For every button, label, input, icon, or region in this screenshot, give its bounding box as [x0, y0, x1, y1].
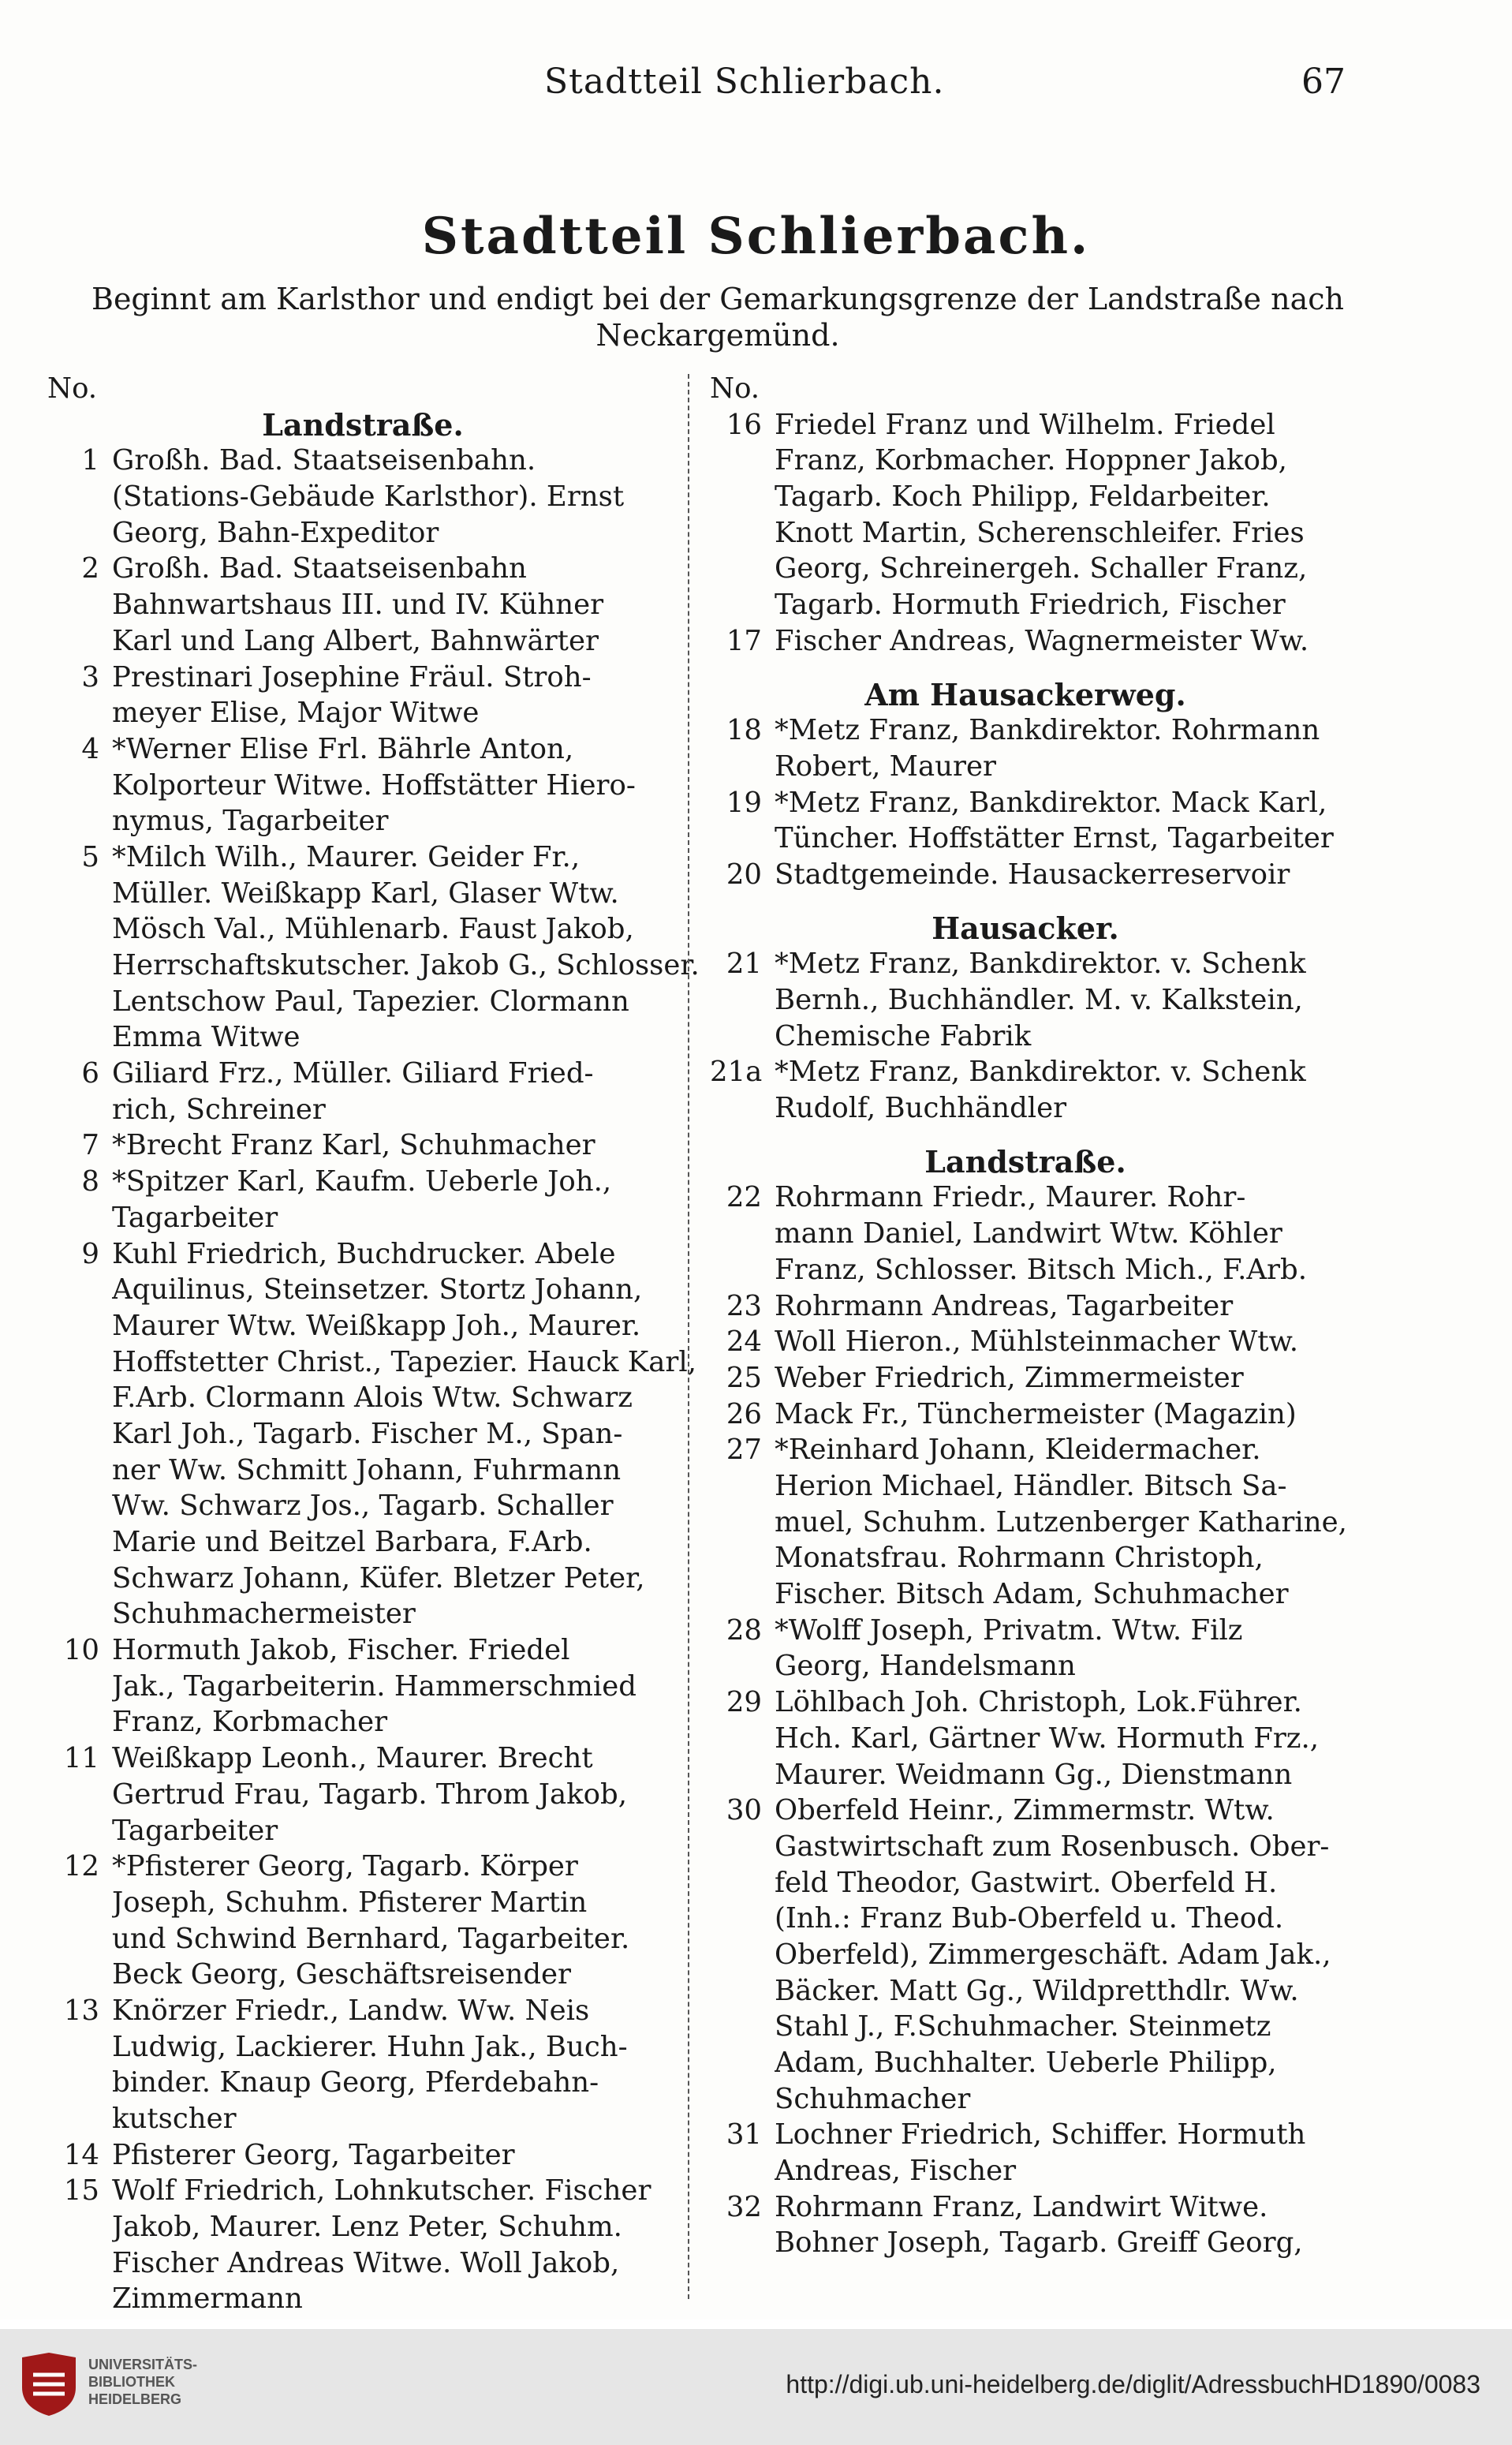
entry-line: Tagarbeiter: [112, 1201, 278, 1234]
entry-line: kutscher: [112, 2103, 237, 2136]
library-name-line: UNIVERSITÄTS-: [88, 2357, 198, 2372]
directory-entry: [47, 731, 678, 839]
entry-text: [112, 1236, 696, 1633]
entry-text: [112, 1127, 678, 1164]
entry-line: Rohrmann Franz, Landwirt Witwe.: [775, 2190, 1268, 2223]
entry-line: Großh. Bad. Staatseisenbahn: [112, 552, 527, 585]
entry-line: Tagarbeiter: [112, 1814, 278, 1847]
entry-line: Rudolf, Buchhändler: [775, 1092, 1067, 1125]
entry-line: Bahnwartshaus III. und IV. Kühner: [112, 589, 604, 622]
entry-line: *Pfisterer Georg, Tagarb. Körper: [112, 1850, 578, 1883]
house-number: 17: [726, 624, 762, 657]
entry-text: [775, 1324, 1341, 1360]
directory-entry: [47, 1127, 678, 1164]
directory-entry: [710, 857, 1341, 893]
column-divider: [688, 374, 689, 2299]
entry-line: *Metz Franz, Bankdirektor. Rohrmann: [775, 714, 1320, 747]
directory-entry: [710, 1613, 1341, 1684]
entry-line: binder. Knaup Georg, Pferdebahn-: [112, 2066, 599, 2099]
directory-entry: [710, 712, 1341, 784]
directory-entry: [710, 1360, 1341, 1396]
right-column: [710, 371, 1347, 2261]
entry-line: und Schwind Bernhard, Tagarbeiter.: [112, 1922, 630, 1955]
directory-entry: [710, 2189, 1341, 2261]
directory-entry: [47, 1849, 678, 1993]
library-name-line: BIBLIOTHEK: [88, 2374, 175, 2390]
house-number: 30: [726, 1794, 762, 1827]
house-number: 21a: [710, 1056, 763, 1089]
house-number: 10: [63, 1634, 99, 1667]
entry-text: [775, 2189, 1341, 2261]
entry-line: Zimmermann: [112, 2282, 303, 2316]
entry-line: Beck Georg, Geschäftsreisender: [112, 1958, 572, 1991]
entry-line: Gertrud Frau, Tagarb. Throm Jakob,: [112, 1778, 628, 1811]
house-number: 14: [63, 2138, 99, 2171]
house-number: 22: [726, 1181, 762, 1214]
entry-line: Rohrmann Andreas, Tagarbeiter: [775, 1289, 1234, 1322]
entry-line: Karl Joh., Tagarb. Fischer M., Span-: [112, 1417, 623, 1450]
house-number: 18: [726, 714, 762, 747]
entry-text: [112, 731, 678, 839]
permalink-url[interactable]: http://digi.ub.uni-heidelberg.de/diglit/AdressbuchHD1890/0083: [786, 2370, 1480, 2398]
directory-entry: [710, 1054, 1341, 1126]
directory-entry: [47, 660, 678, 731]
house-number: 25: [726, 1361, 762, 1394]
column-no-label: No.: [710, 372, 760, 405]
entry-line: rich, Schreiner: [112, 1093, 326, 1126]
column-no-label: No.: [47, 372, 98, 405]
entry-text: [775, 1180, 1341, 1288]
entry-text: [112, 1164, 678, 1236]
directory-entry: [47, 1056, 678, 1127]
directory-entry: [47, 2173, 678, 2317]
running-head: [0, 62, 1512, 109]
entry-line: *Metz Franz, Bankdirektor. v. Schenk: [775, 1056, 1306, 1089]
entry-text: [775, 407, 1341, 623]
entry-line: Adam, Buchhalter. Ueberle Philipp,: [775, 2047, 1277, 2080]
house-number: 6: [81, 1057, 99, 1090]
entry-line: Aquilinus, Steinsetzer. Stortz Johann,: [112, 1273, 643, 1307]
house-number: 23: [726, 1289, 762, 1322]
entry-line: *Wolff Joseph, Privatm. Wtw. Filz: [775, 1613, 1243, 1647]
entry-line: Ludwig, Lackierer. Huhn Jak., Buch-: [112, 2030, 628, 2063]
entry-line: Marie und Beitzel Barbara, F.Arb.: [112, 1526, 592, 1559]
directory-entry: [47, 1632, 678, 1740]
entry-line: *Brecht Franz Karl, Schuhmacher: [112, 1129, 595, 1162]
entry-line: Stahl J., F.Schuhmacher. Steinmetz: [775, 2010, 1271, 2043]
entry-text: [775, 785, 1341, 857]
directory-entry: [47, 1236, 697, 1633]
entry-line: Großh. Bad. Staatseisenbahn.: [112, 444, 536, 477]
entry-line: Andreas, Fischer: [775, 2155, 1017, 2188]
street-heading: Landstraße.: [262, 406, 464, 443]
entry-line: Schuhmacher: [775, 2082, 971, 2115]
entry-text: [775, 1360, 1341, 1396]
entry-text: [775, 1288, 1341, 1325]
entry-line: Müller. Weißkapp Karl, Glaser Wtw.: [112, 877, 619, 910]
entry-line: Hoffstetter Christ., Tapezier. Hauck Karl,: [112, 1345, 697, 1378]
entry-text: [775, 623, 1341, 660]
house-number: 1: [81, 444, 99, 477]
house-number: 26: [726, 1397, 762, 1430]
entry-line: Jakob, Maurer. Lenz Peter, Schuhm.: [112, 2211, 622, 2244]
entry-text: [112, 1632, 678, 1740]
directory-entry: [47, 2137, 678, 2174]
house-number: 4: [81, 732, 99, 765]
house-number: 7: [81, 1129, 99, 1162]
entry-line: Oberfeld), Zimmergeschäft. Adam Jak.,: [775, 1938, 1331, 1971]
house-number: 21: [726, 948, 762, 981]
street-heading: Landstraße.: [924, 1143, 1126, 1180]
entry-line: Franz, Schlosser. Bitsch Mich., F.Arb.: [775, 1253, 1308, 1286]
street-heading: Hausacker.: [931, 910, 1119, 946]
entry-line: F.Arb. Clormann Alois Wtw. Schwarz: [112, 1381, 633, 1415]
entry-text: [112, 839, 700, 1056]
entry-line: Tagarb. Hormuth Friedrich, Fischer: [775, 589, 1286, 622]
entry-line: mann Daniel, Landwirt Wtw. Köhler: [775, 1217, 1282, 1251]
entry-line: Wolf Friedrich, Lohnkutscher. Fischer: [112, 2174, 651, 2208]
entry-line: Lentschow Paul, Tapezier. Clormann: [112, 985, 629, 1018]
house-number: 8: [81, 1165, 99, 1198]
directory-entry: [47, 443, 678, 551]
entry-text: [112, 1056, 678, 1127]
entry-line: Schuhmachermeister: [112, 1598, 416, 1631]
entry-line: Jak., Tagarbeiterin. Hammerschmied: [112, 1669, 637, 1703]
entry-line: Franz, Korbmacher: [112, 1706, 388, 1739]
entry-line: *Spitzer Karl, Kaufm. Ueberle Joh.,: [112, 1165, 612, 1198]
entry-text: [112, 1849, 678, 1993]
entry-line: *Metz Franz, Bankdirektor. v. Schenk: [775, 948, 1306, 981]
entry-line: Rohrmann Friedr., Maurer. Rohr-: [775, 1181, 1246, 1214]
entry-line: Schwarz Johann, Küfer. Bletzer Peter,: [112, 1561, 645, 1594]
entry-line: feld Theodor, Gastwirt. Oberfeld H.: [775, 1866, 1278, 1899]
entry-line: Kuhl Friedrich, Buchdrucker. Abele: [112, 1237, 616, 1270]
entry-line: Hormuth Jakob, Fischer. Friedel: [112, 1634, 570, 1667]
entry-line: Bohner Joseph, Tagarb. Greiff Georg,: [775, 2226, 1303, 2260]
entry-text: [775, 1793, 1341, 2117]
house-number: 5: [81, 840, 99, 873]
entry-line: Oberfeld Heinr., Zimmermstr. Wtw.: [775, 1794, 1275, 1827]
entry-line: meyer Elise, Major Witwe: [112, 697, 480, 730]
house-number: 16: [726, 408, 762, 441]
digitization-footer: [0, 2329, 1512, 2445]
house-number: 3: [81, 660, 99, 693]
entry-line: Karl und Lang Albert, Bahnwärter: [112, 624, 599, 657]
entry-line: Stadtgemeinde. Hausackerreservoir: [775, 858, 1290, 891]
entry-line: nymus, Tagarbeiter: [112, 805, 389, 838]
entry-line: *Metz Franz, Bankdirektor. Mack Karl,: [775, 786, 1327, 819]
entry-line: *Milch Wilh., Maurer. Geider Fr.,: [112, 840, 581, 873]
house-number: 32: [726, 2190, 762, 2223]
house-number: 19: [726, 786, 762, 819]
entry-line: *Werner Elise Frl. Bährle Anton,: [112, 732, 574, 765]
entry-text: [112, 2137, 678, 2174]
entry-line: Lochner Friedrich, Schiffer. Hormuth: [775, 2118, 1306, 2152]
street-heading: Am Hausackerweg.: [864, 676, 1186, 712]
entry-line: Robert, Maurer: [775, 750, 996, 783]
entry-line: Gastwirtschaft zum Rosenbusch. Ober-: [775, 1830, 1330, 1863]
left-column: [47, 371, 700, 2317]
entry-line: Friedel Franz und Wilhelm. Friedel: [775, 408, 1275, 441]
directory-entry: [710, 946, 1341, 1054]
entry-line: Weißkapp Leonh., Maurer. Brecht: [112, 1742, 593, 1775]
entry-line: Pfisterer Georg, Tagarbeiter: [112, 2138, 515, 2171]
house-number: 2: [81, 552, 99, 585]
library-name-line: HEIDELBERG: [88, 2391, 182, 2407]
entry-line: Franz, Korbmacher. Hoppner Jakob,: [775, 444, 1287, 477]
directory-entry: [47, 1164, 678, 1236]
entry-line: Mack Fr., Tünchermeister (Magazin): [775, 1397, 1297, 1430]
house-number: 27: [726, 1434, 762, 1467]
page-title: Stadtteil Schlierbach.: [421, 207, 1091, 266]
entry-line: Emma Witwe: [112, 1021, 301, 1054]
directory-entry: [710, 1432, 1347, 1612]
entry-line: ner Ww. Schmitt Johann, Fuhrmann: [112, 1453, 622, 1486]
entry-line: Löhlbach Joh. Christoph, Lok.Führer.: [775, 1686, 1302, 1719]
entry-line: Georg, Bahn-Expeditor: [112, 516, 439, 549]
house-number: 12: [63, 1850, 99, 1883]
entry-line: Herrschaftskutscher. Jakob G., Schlosser.: [112, 949, 700, 981]
directory-entry: [710, 2117, 1341, 2189]
directory-entry: [710, 407, 1341, 623]
directory-entry: [47, 1740, 678, 1849]
entry-line: Herion Michael, Händler. Bitsch Sa-: [775, 1470, 1287, 1503]
entry-line: Tagarb. Koch Philipp, Feldarbeiter.: [775, 480, 1271, 514]
house-number: 24: [726, 1325, 762, 1359]
entry-line: Fischer. Bitsch Adam, Schuhmacher: [775, 1578, 1289, 1611]
entry-text: [775, 2117, 1341, 2189]
entry-text: [775, 1613, 1341, 1684]
entry-line: Georg, Schreinergeh. Schaller Franz,: [775, 552, 1308, 585]
entry-line: Georg, Handelsmann: [775, 1650, 1076, 1683]
entry-line: Prestinari Josephine Fräul. Stroh-: [112, 660, 592, 693]
page-subtitle: Beginnt am Karlsthor und endigt bei der Gemarkungsgrenze der Landstraße nach Neckargemünd.: [91, 282, 1344, 353]
house-number: 29: [726, 1686, 762, 1719]
entry-line: Maurer. Weidmann Gg., Dienstmann: [775, 1758, 1293, 1791]
house-number: 13: [63, 1994, 99, 2027]
directory-entry: [710, 1793, 1341, 2117]
entry-text: [775, 946, 1341, 1054]
entry-text: [112, 660, 678, 731]
directory-entry: [710, 1684, 1341, 1793]
entry-text: [775, 1054, 1341, 1126]
entry-line: *Reinhard Johann, Kleidermacher.: [775, 1434, 1261, 1467]
entry-text: [112, 551, 678, 659]
entry-line: Joseph, Schuhm. Pfisterer Martin: [112, 1886, 588, 1919]
entry-line: Woll Hieron., Mühlsteinmacher Wtw.: [775, 1325, 1299, 1359]
entry-line: Bernh., Buchhändler. M. v. Kalkstein,: [775, 984, 1303, 1017]
entry-line: Hch. Karl, Gärtner Ww. Hormuth Frz.,: [775, 1722, 1320, 1755]
directory-entry: [710, 623, 1341, 660]
directory-entry: [710, 1396, 1341, 1433]
entry-line: Giliard Frz., Müller. Giliard Fried-: [112, 1057, 594, 1090]
entry-text: [775, 1396, 1341, 1433]
entry-line: Mösch Val., Mühlenarb. Faust Jakob,: [112, 913, 634, 946]
directory-entry: [710, 1288, 1341, 1325]
house-number: 31: [726, 2118, 762, 2152]
entry-line: Knörzer Friedr., Landw. Ww. Neis: [112, 1994, 590, 2027]
house-number: 28: [726, 1613, 762, 1647]
university-library-logo-icon: [17, 2351, 80, 2417]
entry-line: Chemische Fabrik: [775, 1019, 1032, 1052]
entry-line: Weber Friedrich, Zimmermeister: [775, 1361, 1244, 1394]
entry-line: Knott Martin, Scherenschleifer. Fries: [775, 516, 1305, 549]
directory-entry: [710, 1324, 1341, 1360]
entry-line: Monatsfrau. Rohrmann Christoph,: [775, 1542, 1264, 1575]
entry-line: Ww. Schwarz Jos., Tagarb. Schaller: [112, 1490, 614, 1523]
entry-line: Maurer Wtw. Weißkapp Joh., Maurer.: [112, 1309, 641, 1342]
library-name: [88, 2356, 197, 2408]
entry-line: Fischer Andreas Witwe. Woll Jakob,: [112, 2246, 620, 2279]
directory-entry: [710, 785, 1341, 857]
house-number: 20: [726, 858, 762, 891]
entry-line: (Inh.: Franz Bub-Oberfeld u. Theod.: [775, 1902, 1284, 1935]
entry-line: Kolporteur Witwe. Hoffstätter Hiero-: [112, 768, 636, 802]
entry-text: [775, 857, 1341, 893]
directory-entry: [47, 839, 700, 1056]
entry-line: Tüncher. Hoffstätter Ernst, Tagarbeiter: [775, 822, 1334, 855]
house-number: 9: [81, 1237, 99, 1270]
entry-text: [112, 443, 678, 551]
entry-line: Fischer Andreas, Wagnermeister Ww.: [775, 624, 1309, 657]
entry-line: Bäcker. Matt Gg., Wildpretthdlr. Ww.: [775, 1974, 1299, 2007]
entry-text: [775, 1684, 1341, 1793]
page-number: 67: [1301, 62, 1346, 102]
entry-line: (Stations-Gebäude Karlsthor). Ernst: [112, 480, 625, 514]
entry-text: [112, 2173, 678, 2317]
directory-entry: [47, 551, 678, 659]
entry-text: [112, 1740, 678, 1849]
entry-text: [775, 712, 1341, 784]
entry-line: muel, Schuhm. Lutzenberger Katharine,: [775, 1505, 1347, 1538]
running-title: Stadtteil Schlierbach.: [544, 62, 945, 102]
entry-text: [775, 1432, 1347, 1612]
directory-entry: [47, 1993, 678, 2137]
house-number: 11: [63, 1742, 99, 1775]
directory-entry: [710, 1180, 1341, 1288]
entry-text: [112, 1993, 678, 2137]
house-number: 15: [63, 2174, 99, 2208]
